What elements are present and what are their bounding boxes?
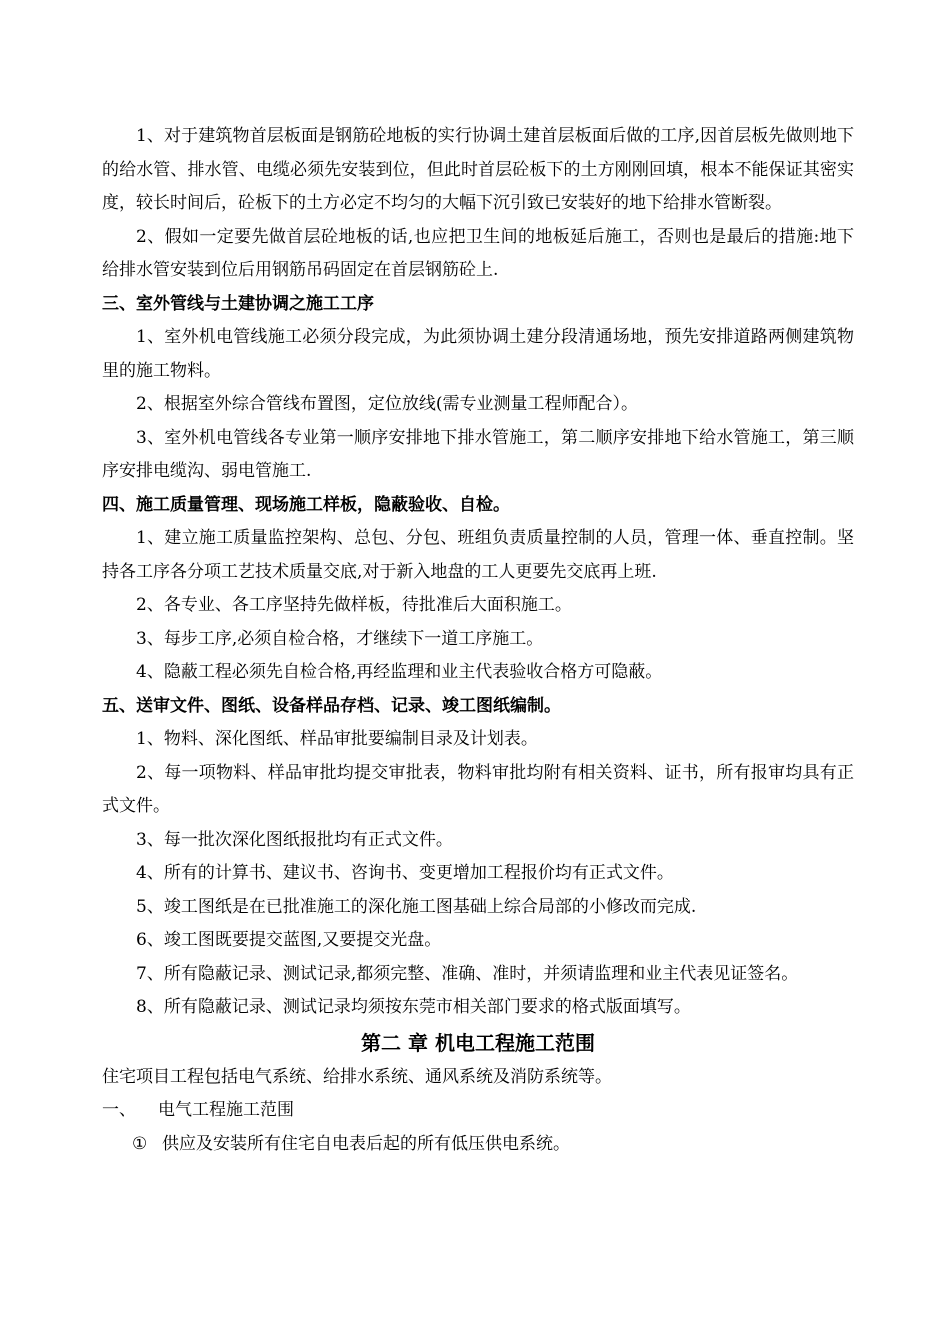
section-heading: 三、室外管线与土建协调之施工工序 <box>102 293 374 314</box>
paragraph: 5、竣工图纸是在已批准施工的深化施工图基础上综合局部的小修改而完成. <box>136 896 697 917</box>
list-item <box>102 1128 854 1162</box>
chapter-title: 第二 章 机电工程施工范围 <box>361 1030 595 1055</box>
paragraph: 3、每步工序,必须自检合格，才继续下一道工序施工。 <box>136 628 544 649</box>
paragraph: 6、竣工图既要提交蓝图,又要提交光盘。 <box>136 930 442 950</box>
section-heading: 四、施工质量管理、现场施工样板，隐蔽验收、自检。 <box>102 494 510 515</box>
document-page <box>102 120 854 1161</box>
paragraph: 4、所有的计算书、建议书、咨询书、变更增加工程报价均有正式文件。 <box>136 863 674 883</box>
list-item-text: 供应及安装所有住宅自电表后起的所有低压供电系统。 <box>162 1133 570 1154</box>
paragraph: 1、对于建筑物首层板面是钢筋砼地板的实行协调土建首层板面后做的工序,因首层板先做则地下的给水管、排水管、电缆必须先安装到位，但此时首层砼板下的土方刚刚回填，根本不能保证其密实度，较长时间后，砼板下的土方必定不均匀的大幅下沉引致已安装好的地下给排水管断裂。 <box>102 126 854 213</box>
paragraph: 3、每一批次深化图纸报批均有正式文件。 <box>136 829 453 850</box>
paragraph: 3、室外机电管线各专业第一顺序安排地下排水管施工，第二顺序安排地下给水管施工，第三顺序安排电缆沟、弱电管施工. <box>102 427 854 481</box>
paragraph: 7、所有隐蔽记录、测试记录,都须完整、准确、准时，并须请监理和业主代表见证签名。 <box>136 963 799 984</box>
section-one-number: 一、 <box>102 1100 136 1120</box>
paragraph: 2、假如一定要先做首层砼地板的话,也应把卫生间的地板延后施工，否则也是最后的措施:地下给排水管安装到位后用钢筋吊码固定在首层钢筋砼上. <box>102 226 854 280</box>
circled-number: ① <box>132 1133 148 1154</box>
paragraph: 1、建立施工质量监控架构、总包、分包、班组负责质量控制的人员，管理一体、垂直控制。坚持各工序各分项工艺技术质量交底,对于新入地盘的工人更要先交底再上班. <box>102 528 854 582</box>
paragraph: 2、根据室外综合管线布置图，定位放线(需专业测量工程师配合）。 <box>136 394 638 414</box>
chapter-intro: 住宅项目工程包括电气系统、给排水系统、通风系统及消防系统等。 <box>102 1066 612 1087</box>
paragraph: 8、所有隐蔽记录、测试记录均须按东莞市相关部门要求的格式版面填写。 <box>136 997 691 1017</box>
paragraph: 4、隐蔽工程必须先自检合格,再经监理和业主代表验收合格方可隐蔽。 <box>136 662 663 682</box>
section-one-title: 电气工程施工范围 <box>158 1100 294 1120</box>
section-heading: 五、送审文件、图纸、设备样品存档、记录、竣工图纸编制。 <box>102 695 561 716</box>
paragraph: 2、每一项物料、样品审批均提交审批表，物料审批均附有相关资料、证书，所有报审均具有正式文件。 <box>102 762 854 816</box>
paragraph: 2、各专业、各工序坚持先做样板，待批准后大面积施工。 <box>136 595 572 615</box>
section-one-heading <box>102 1094 854 1128</box>
paragraph: 1、物料、深化图纸、样品审批要编制目录及计划表。 <box>136 729 538 749</box>
paragraph: 1、室外机电管线施工必须分段完成，为此须协调土建分段清通场地，预先安排道路两侧建筑物里的施工物料。 <box>102 327 854 381</box>
